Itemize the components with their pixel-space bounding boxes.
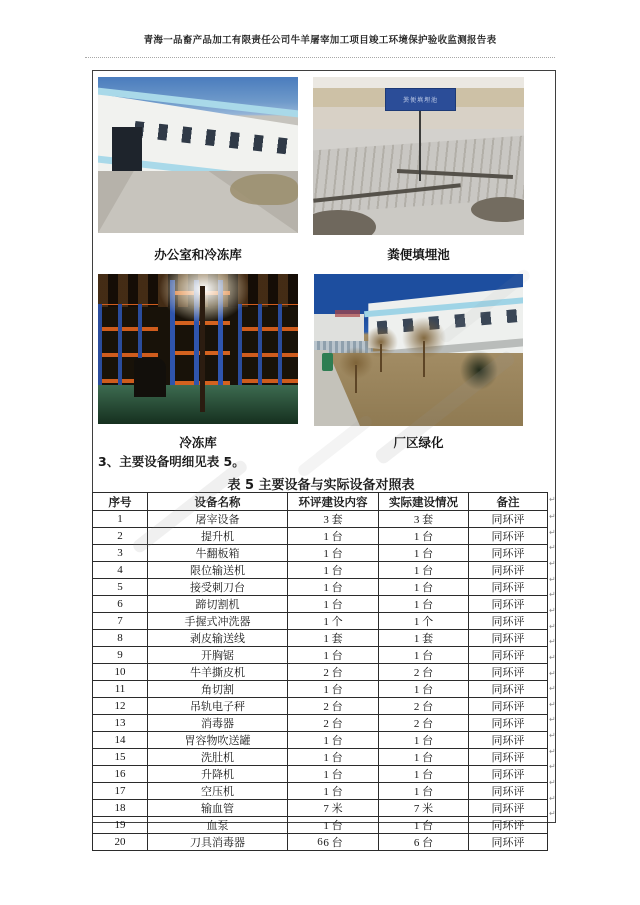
table-row xyxy=(93,698,548,715)
landfill-sign xyxy=(385,88,457,111)
table-cell: 同环评 xyxy=(469,834,548,851)
table-row xyxy=(93,732,548,749)
table-cell: 同环评 xyxy=(469,800,548,817)
row-end-mark: ↵ xyxy=(549,762,556,772)
row-end-mark: ↵ xyxy=(549,699,556,709)
table-cell: 1 台 xyxy=(379,766,469,783)
row-end-mark: ↵ xyxy=(549,512,556,521)
table-cell: 同环评 xyxy=(469,630,548,647)
row-end-mark: ↵ xyxy=(549,731,556,741)
photo-manure-landfill xyxy=(313,77,524,235)
caption-plant-greening: 厂区绿化 xyxy=(393,435,444,450)
table-cell: 12 xyxy=(93,698,148,715)
table-cell: 同环评 xyxy=(469,766,548,783)
table-cell: 10 xyxy=(93,664,148,681)
table-cell: 1 台 xyxy=(379,562,469,579)
table-cell: 同环评 xyxy=(469,715,548,732)
caption-manure-landfill: 粪便填埋池 xyxy=(387,247,450,262)
table-cell: 8 xyxy=(93,630,148,647)
section-heading: 3、主要设备明细见表 5。 xyxy=(98,454,245,469)
table-cell: 屠宰设备 xyxy=(148,511,288,528)
table-cell: 1 套 xyxy=(379,630,469,647)
table-row xyxy=(93,817,548,834)
table-cell: 1 个 xyxy=(288,613,379,630)
row-end-mark: ↵ xyxy=(549,621,556,631)
table-cell: 剥皮输送线 xyxy=(148,630,288,647)
table-cell: 同环评 xyxy=(469,596,548,613)
table-cell: 1 台 xyxy=(288,681,379,698)
paragraph-end-marks xyxy=(548,492,557,822)
table-cell: 1 台 xyxy=(379,596,469,613)
table-row xyxy=(93,715,548,732)
table-row xyxy=(93,511,548,528)
table-cell: 1 台 xyxy=(288,545,379,562)
table-cell: 5 xyxy=(93,579,148,596)
table-row xyxy=(93,528,548,545)
caption-office-cold-storage: 办公室和冷冻库 xyxy=(154,247,242,262)
row-end-mark: ↵ xyxy=(549,793,556,803)
table-cell: 提升机 xyxy=(148,528,288,545)
table-cell: 4 xyxy=(93,562,148,579)
table-cell: 胃容物吹送罐 xyxy=(148,732,288,749)
table-cell: 消毒器 xyxy=(148,715,288,732)
table-cell: 同环评 xyxy=(469,545,548,562)
table-cell: 血泵 xyxy=(148,817,288,834)
table-cell: 升降机 xyxy=(148,766,288,783)
table-row xyxy=(93,596,548,613)
table-cell: 接受刺刀台 xyxy=(148,579,288,596)
table-row xyxy=(93,681,548,698)
table-cell: 1 台 xyxy=(379,783,469,800)
table-cell: 18 xyxy=(93,800,148,817)
table-cell: 9 xyxy=(93,647,148,664)
table-cell: 2 台 xyxy=(379,715,469,732)
equipment-table-wrap xyxy=(92,492,556,849)
table-row xyxy=(93,630,548,647)
table-cell: 3 xyxy=(93,545,148,562)
table-cell: 手握式冲洗器 xyxy=(148,613,288,630)
table-cell: 17 xyxy=(93,783,148,800)
table-cell: 1 台 xyxy=(379,545,469,562)
table-cell: 同环评 xyxy=(469,613,548,630)
table-cell: 1 xyxy=(93,511,148,528)
row-end-mark: ↵ xyxy=(549,668,556,678)
table-cell: 15 xyxy=(93,749,148,766)
row-end-mark: ↵ xyxy=(549,495,556,504)
table-cell: 2 xyxy=(93,528,148,545)
row-end-mark: ↵ xyxy=(549,637,556,647)
table-cell: 1 套 xyxy=(288,630,379,647)
table-cell: 输血管 xyxy=(148,800,288,817)
row-end-mark: ↵ xyxy=(549,543,556,553)
table-cell: 洗肚机 xyxy=(148,749,288,766)
equipment-table-header xyxy=(93,493,548,511)
table-cell: 1 台 xyxy=(288,766,379,783)
table-cell: 角切割 xyxy=(148,681,288,698)
photo-cold-store-interior xyxy=(98,274,298,424)
green-bin xyxy=(322,353,332,371)
table-cell: 2 台 xyxy=(288,664,379,681)
header-divider xyxy=(85,57,555,58)
table-cell: 牛羊撕皮机 xyxy=(148,664,288,681)
photo-office-cold-storage xyxy=(98,77,298,233)
table-cell: 1 台 xyxy=(288,562,379,579)
table-cell: 16 xyxy=(93,766,148,783)
page-header-title: 青海一品畜产品加工有限责任公司牛羊屠宰加工项目竣工环境保护验收监测报告表 xyxy=(143,35,497,46)
header-row xyxy=(93,493,548,511)
column-header: 设备名称 xyxy=(148,493,288,511)
table-row xyxy=(93,749,548,766)
table-cell: 1 台 xyxy=(288,528,379,545)
table-cell: 6 台 xyxy=(379,834,469,851)
table-row xyxy=(93,783,548,800)
table-cell: 1 台 xyxy=(288,817,379,834)
table-cell: 13 xyxy=(93,715,148,732)
table-cell: 限位输送机 xyxy=(148,562,288,579)
row-end-mark: ↵ xyxy=(549,652,556,662)
column-header: 实际建设情况 xyxy=(379,493,469,511)
row-end-mark: ↵ xyxy=(549,605,556,615)
landfill-sign-text: 粪便填埋池 xyxy=(403,96,439,104)
table-cell: 同环评 xyxy=(469,562,548,579)
table-cell: 1 台 xyxy=(288,783,379,800)
table-cell: 同环评 xyxy=(469,511,548,528)
table-cell: 同环评 xyxy=(469,817,548,834)
table-cell: 1 台 xyxy=(379,528,469,545)
report-form-border xyxy=(92,70,556,849)
table-cell: 同环评 xyxy=(469,698,548,715)
table-row xyxy=(93,613,548,630)
column-header: 备注 xyxy=(469,493,548,511)
table-cell: 6 xyxy=(93,596,148,613)
table-row xyxy=(93,800,548,817)
table-cell: 3 套 xyxy=(379,511,469,528)
table-cell: 1 台 xyxy=(288,749,379,766)
row-end-mark: ↵ xyxy=(549,809,556,819)
row-end-mark: ↵ xyxy=(549,746,556,756)
table-cell: 6 台 xyxy=(288,834,379,851)
table-row xyxy=(93,562,548,579)
equipment-table-body xyxy=(93,511,548,851)
table-cell: 空压机 xyxy=(148,783,288,800)
table-cell: 蹄切割机 xyxy=(148,596,288,613)
table-row xyxy=(93,545,548,562)
table-cell: 1 台 xyxy=(379,732,469,749)
caption-cold-store: 冷冻库 xyxy=(179,435,217,450)
table-cell: 1 台 xyxy=(379,749,469,766)
table-cell: 2 台 xyxy=(288,698,379,715)
table-cell: 1 台 xyxy=(288,647,379,664)
table-cell: 同环评 xyxy=(469,749,548,766)
table-cell: 1 台 xyxy=(288,579,379,596)
row-end-mark: ↵ xyxy=(549,715,556,725)
table-cell: 7 米 xyxy=(379,800,469,817)
row-end-mark: ↵ xyxy=(549,558,556,568)
table-cell: 11 xyxy=(93,681,148,698)
table-row xyxy=(93,664,548,681)
table-row xyxy=(93,647,548,664)
table-cell: 开胸锯 xyxy=(148,647,288,664)
table-cell: 同环评 xyxy=(469,647,548,664)
row-end-mark: ↵ xyxy=(549,778,556,788)
table-cell: 1 台 xyxy=(379,579,469,596)
table-cell: 吊轨电子秤 xyxy=(148,698,288,715)
column-header: 环评建设内容 xyxy=(288,493,379,511)
table-cell: 1 个 xyxy=(379,613,469,630)
column-header: 序号 xyxy=(93,493,148,511)
table-cell: 同环评 xyxy=(469,579,548,596)
table-title: 表 5 主要设备与实际设备对照表 xyxy=(227,478,415,493)
row-end-mark: ↵ xyxy=(549,590,556,600)
table-cell: 同环评 xyxy=(469,664,548,681)
table-row xyxy=(93,766,548,783)
table-cell: 同环评 xyxy=(469,681,548,698)
table-cell: 7 xyxy=(93,613,148,630)
table-cell: 2 台 xyxy=(288,715,379,732)
table-cell: 2 台 xyxy=(379,698,469,715)
table-cell: 同环评 xyxy=(469,528,548,545)
table-cell: 1 台 xyxy=(379,817,469,834)
table-cell: 14 xyxy=(93,732,148,749)
table-cell: 19 xyxy=(93,817,148,834)
table-row xyxy=(93,579,548,596)
row-end-mark: ↵ xyxy=(549,574,556,584)
table-cell: 同环评 xyxy=(469,783,548,800)
table-cell: 20 xyxy=(93,834,148,851)
table-cell: 1 台 xyxy=(379,647,469,664)
row-end-mark: ↵ xyxy=(549,527,556,537)
table-cell: 刀具消毒器 xyxy=(148,834,288,851)
page-number: 6 xyxy=(317,836,323,848)
table-cell: 牛翻板箱 xyxy=(148,545,288,562)
photo-plant-greening xyxy=(314,274,523,426)
table-cell: 2 台 xyxy=(379,664,469,681)
table-cell: 7 米 xyxy=(288,800,379,817)
table-cell: 同环评 xyxy=(469,732,548,749)
table-cell: 1 台 xyxy=(379,681,469,698)
equipment-table xyxy=(92,492,548,851)
row-end-mark: ↵ xyxy=(549,684,556,694)
table-cell: 1 台 xyxy=(288,596,379,613)
table-cell: 1 台 xyxy=(288,732,379,749)
table-cell: 3 套 xyxy=(288,511,379,528)
forklift-silhouette xyxy=(134,358,166,397)
